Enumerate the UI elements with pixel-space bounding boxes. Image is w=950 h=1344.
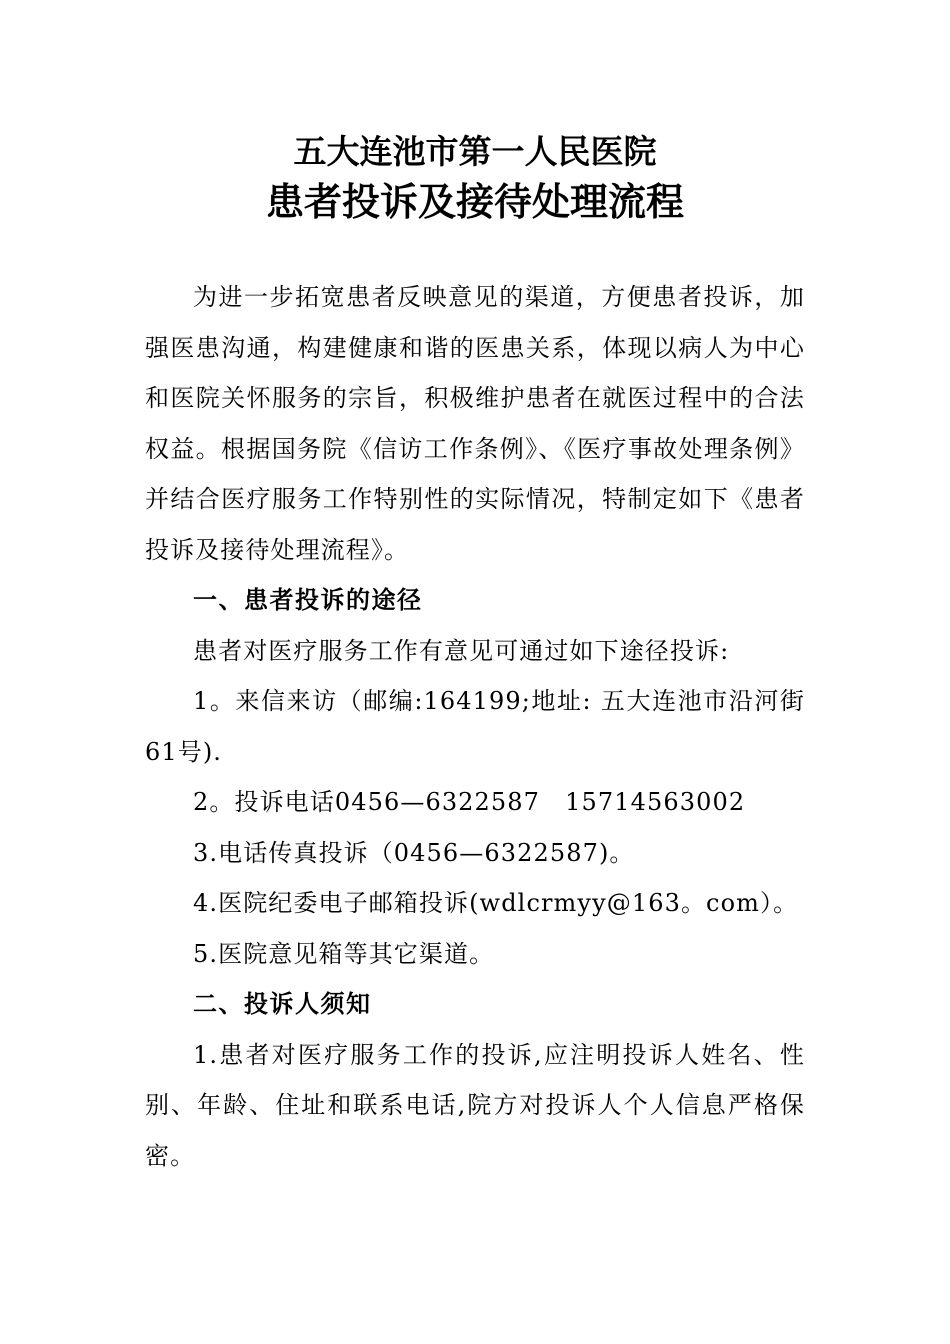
document-body bbox=[145, 272, 805, 1181]
section1-lead: 患者对医疗服务工作有意见可通过如下途径投诉: bbox=[193, 636, 730, 665]
document-title: 患者投诉及接待处理流程 bbox=[265, 180, 684, 224]
section1-item-2: 2。投诉电话0456—6322587 15714563002 bbox=[193, 788, 746, 816]
section2-item-1: 1.患者对医疗服务工作的投诉,应注明投诉人姓名、性别、年龄、住址和联系电话,院方对投诉人个人信息严格保密。 bbox=[145, 1040, 805, 1170]
intro-paragraph: 为进一步拓宽患者反映意见的渠道，方便患者投诉，加强医患沟通，构建健康和谐的医患关系，体现以病人为中心和医院关怀服务的宗旨，积极维护患者在就医过程中的合法权益。根据国务院《信访工作条例》、《医疗事故处理条例》并结合医疗服务工作特别性的实际情况，特制定如下《患者投诉及接待处理流程》。 bbox=[145, 283, 805, 564]
hospital-name-title: 五大连池市第一人民医院 bbox=[293, 132, 657, 171]
section1-heading: 一、患者投诉的途径 bbox=[193, 586, 423, 614]
section2-heading: 二、投诉人须知 bbox=[193, 990, 372, 1018]
section1-item-3: 3.电话传真投诉（0456—6322587)。 bbox=[193, 838, 635, 867]
section1-item-1: 1。来信来访（邮编:164199;地址: 五大连池市沿河街61号). bbox=[145, 687, 805, 766]
section1-item-5: 5.医院意见箱等其它渠道。 bbox=[193, 939, 495, 968]
section1-item-4: 4.医院纪委电子邮箱投诉(wdlcrmyy@163。com）。 bbox=[193, 889, 799, 917]
